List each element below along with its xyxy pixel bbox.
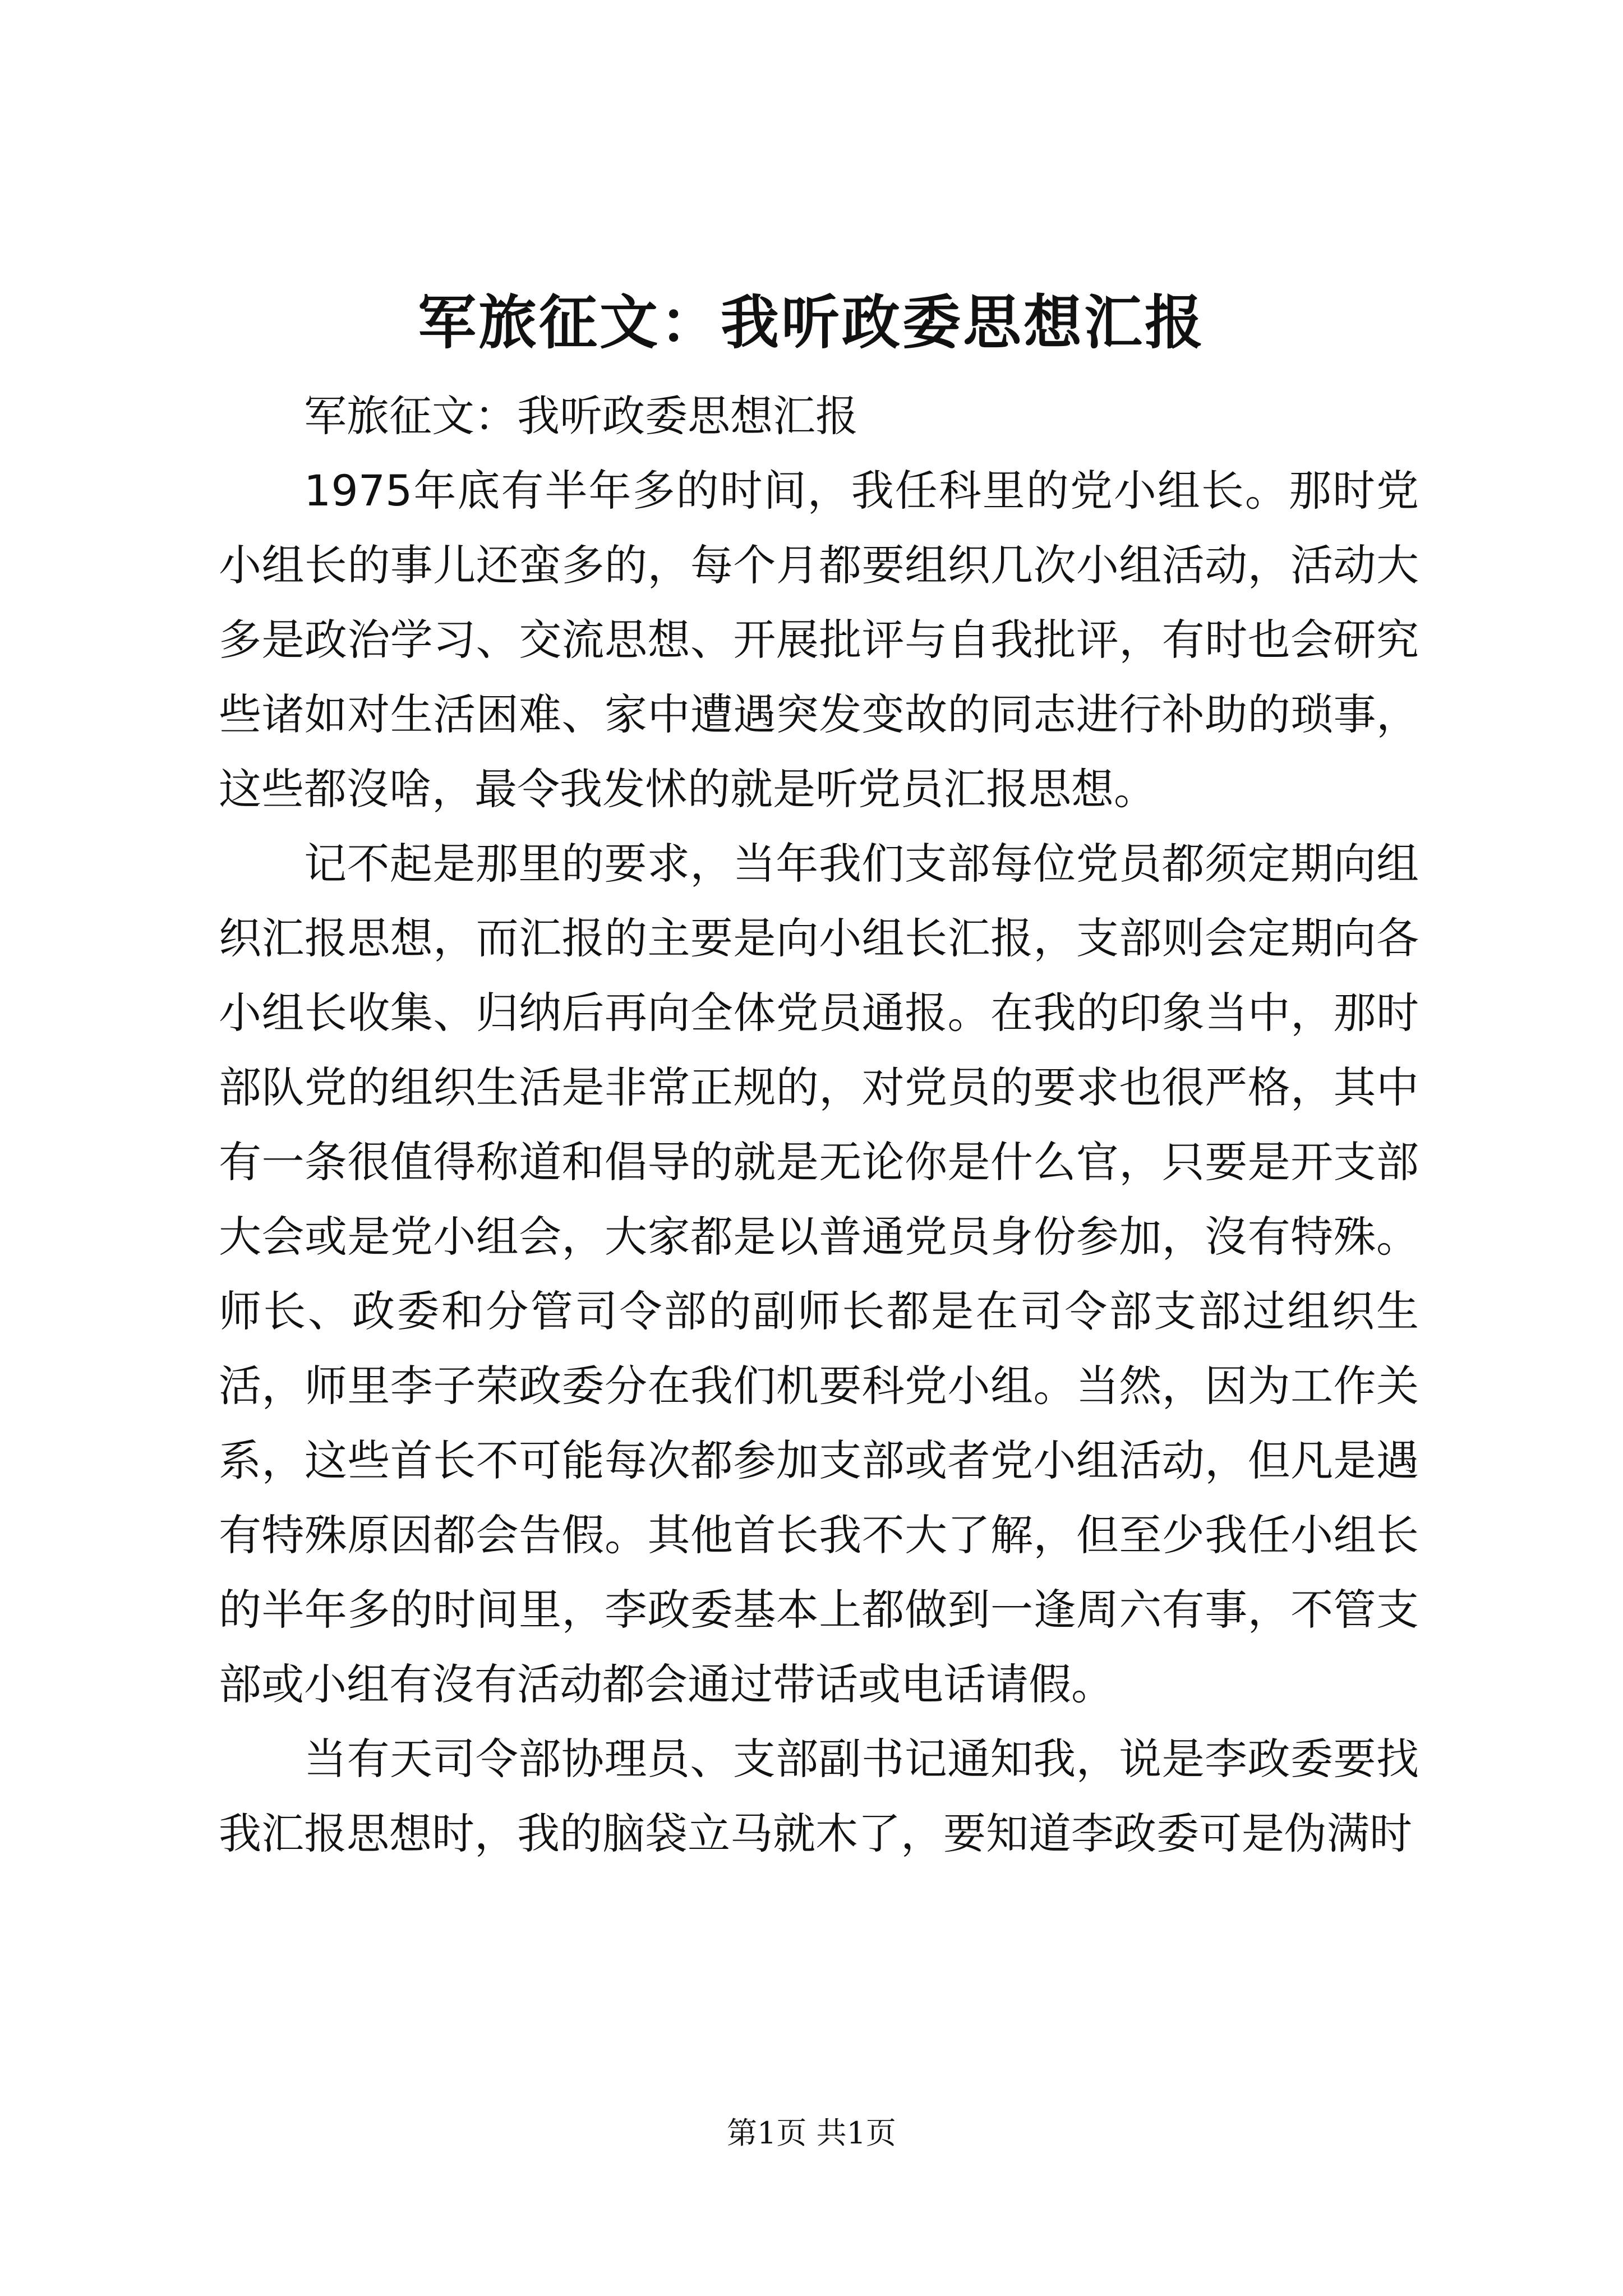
paragraph-3: 当有天司令部协理员、支部副书记通知我，说是李政委要找我汇报思想时，我的脑袋立马就木了，要知道李政委可是伪满时	[219, 1734, 1419, 1858]
paragraph-2: 记不起是那里的要求，当年我们支部每位党员都须定期向组织汇报思想，而汇报的主要是向小组长汇报，支部则会定期向各小组长收集、归纳后再向全体党员通报。在我的印象当中，那时部队党的组织生活是非常正规的，对党员的要求也很严格，其中有一条很值得称道和倡导的就是无论你是什么官，只要是开支部大会或是党小组会，大家都是以普通党员身份参加，沒有特殊。师长、政委和分管司令部的副师长都是在司令部支部过组织生活，师里李子荣政委分在我们机要科党小组。当然，因为工作关系，这些首长不可能每次都参加支部或者党小组活动，但凡是遇有特殊原因都会告假。其他首长我不大了解，但至少我任小组长的半年多的时间里，李政委基本上都做到一逢周六有事，不管支部或小组有沒有活动都会通过带话或电话请假。	[219, 839, 1419, 1709]
document-title: 军旅征文：我听政委思想汇报	[417, 288, 1205, 357]
paragraph-1: 1975年底有半年多的时间，我任科里的党小组长。那时党小组长的事儿还蛮多的，每个月都要组织几次小组活动，活动大多是政治学习、交流思想、开展批评与自我批评，有时也会研究些诸如对生活困难、家中遭遇突发变故的同志进行补助的琐事，这些都沒啥，最令我发怵的就是听党员汇报思想。	[219, 466, 1419, 814]
paragraph-subtitle: 军旅征文：我听政委思想汇报	[304, 391, 858, 441]
document-body	[219, 379, 1419, 1871]
page-footer: 第1页 共1页	[727, 2115, 896, 2151]
